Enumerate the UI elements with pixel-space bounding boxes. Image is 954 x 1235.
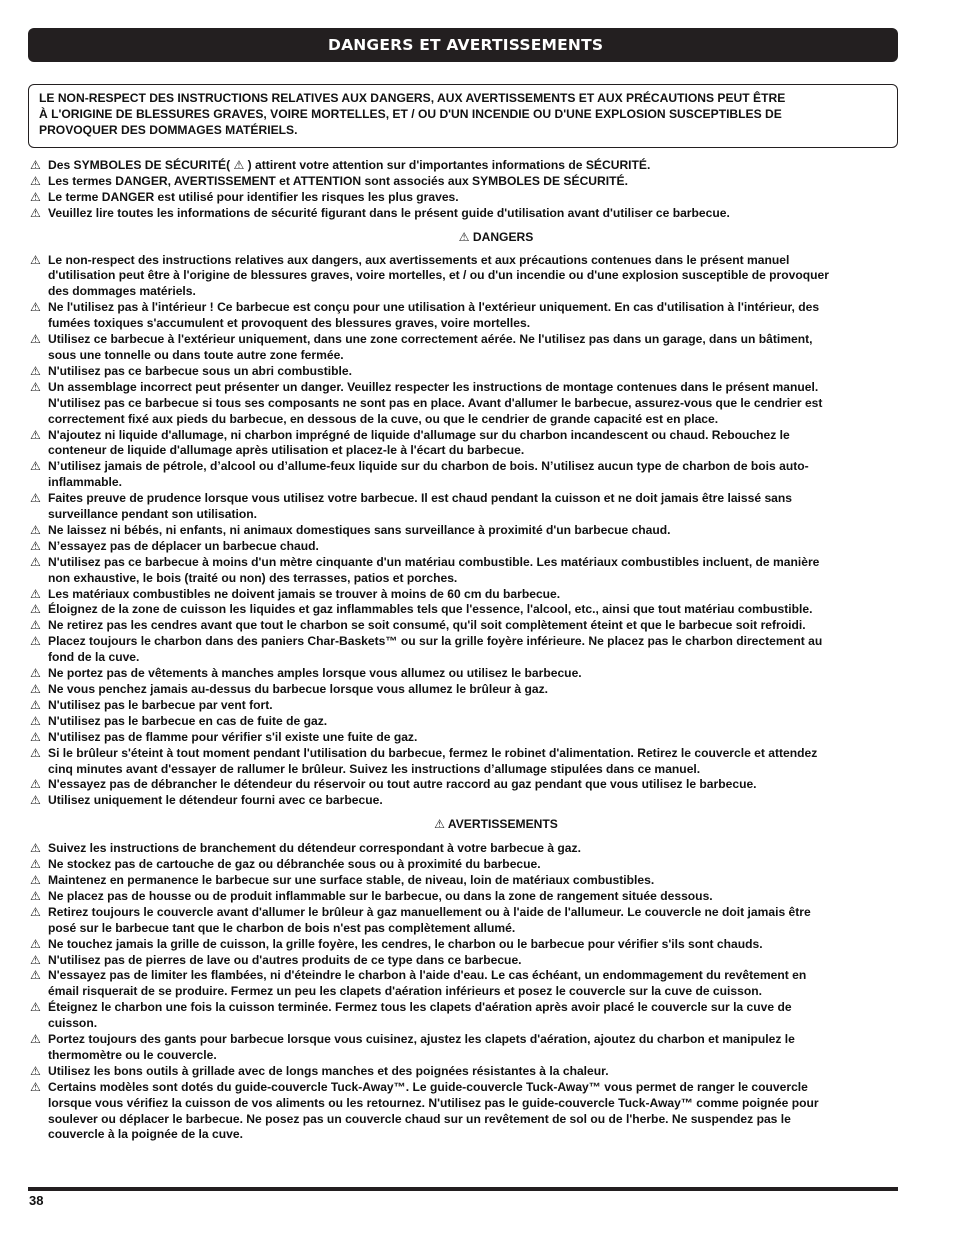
warning-triangle-icon: ⚠ bbox=[30, 841, 41, 856]
list-item-line: N'essayez pas de limiter les flambées, ni d'éteindre le charbon à l'aide d'eau. Le cas échéant, un endommagement du revêtement en bbox=[48, 968, 807, 983]
list-item bbox=[30, 682, 902, 698]
list-item-line: Veuillez lire toutes les informations de sécurité figurant dans le présent guide d'utilisation avant d'utiliser ce barbecue. bbox=[48, 205, 730, 220]
list-item-line: Certains modèles sont dotés du guide-couvercle Tuck-Away™. Le guide-couvercle Tuck-Away™ vous permet de ranger le couvercle bbox=[48, 1079, 808, 1094]
list-item bbox=[30, 158, 902, 174]
warning-triangle-icon: ⚠ bbox=[30, 1079, 41, 1094]
warning-triangle-icon: ⚠ bbox=[30, 904, 41, 919]
warning-triangle-icon: ⚠ bbox=[30, 522, 41, 537]
list-item-line: posé sur le barbecue tant que le charbon de bois n'est pas complètement allumé. bbox=[48, 920, 516, 935]
warning-triangle-icon: ⚠ bbox=[30, 379, 41, 394]
warning-triangle-icon: ⚠ bbox=[30, 936, 41, 951]
list-item-line: N'essayez pas de débrancher le détendeur du réservoir ou tout autre raccord au gaz pendant que vous utilisez le barbecue. bbox=[48, 777, 757, 792]
warning-triangle-icon: ⚠ bbox=[30, 427, 41, 442]
list-item bbox=[30, 206, 902, 222]
list-item bbox=[30, 364, 902, 380]
list-item bbox=[30, 873, 902, 889]
dangers-heading: ⚠ DANGERS bbox=[458, 229, 534, 244]
list-item-text bbox=[48, 158, 902, 174]
list-item-text bbox=[48, 190, 902, 206]
list-item bbox=[30, 300, 902, 332]
list-item bbox=[30, 793, 902, 809]
list-item-line: Les matériaux combustibles ne doivent jamais se trouver à moins de 60 cm du barbecue. bbox=[48, 586, 561, 601]
list-item bbox=[30, 428, 902, 460]
list-item bbox=[30, 253, 902, 301]
warning-triangle-icon: ⚠ bbox=[30, 634, 41, 649]
list-item-line: Le non-respect des instructions relatives aux dangers, aux avertissements et aux précautions contenues dans le présent manuel bbox=[48, 252, 790, 267]
list-item-line: Utilisez les bons outils à grillade avec de longs manches et des poignées résistantes à la chaleur. bbox=[48, 1063, 609, 1078]
list-item-text bbox=[48, 459, 902, 491]
list-item-line: Des SYMBOLES DE SÉCURITÉ( ⚠ ) attirent votre attention sur d'importantes informations de SÉCURITÉ. bbox=[48, 158, 651, 172]
list-item bbox=[30, 555, 902, 587]
list-item-text bbox=[48, 953, 902, 969]
list-item-text bbox=[48, 253, 902, 301]
warning-triangle-icon: ⚠ bbox=[30, 491, 41, 506]
list-item-line: correctement fixé aux pieds du barbecue, en dessous de la cuve, ou que le cendrier de grande capacité est en place. bbox=[48, 411, 719, 426]
list-item-text bbox=[48, 746, 902, 778]
list-item bbox=[30, 1080, 902, 1144]
list-item-line: Ne l'utilisez pas à l'intérieur ! Ce barbecue est conçu pour une utilisation à l'extérieur uniquement. En cas d'utilisation à l'intérieur, des bbox=[48, 300, 820, 315]
list-item-line: Ne touchez jamais la grille de cuisson, la grille foyère, les cendres, le charbon ou le barbecue pour vérifier s'ils sont chauds. bbox=[48, 936, 763, 951]
warning-triangle-icon: ⚠ bbox=[30, 252, 41, 267]
list-item bbox=[30, 841, 902, 857]
list-item-line: N'utilisez pas ce barbecue sous un abri combustible. bbox=[48, 363, 352, 378]
list-item bbox=[30, 730, 902, 746]
list-item bbox=[30, 953, 902, 969]
list-item-line: couvercle à la poignée de la cuve. bbox=[48, 1127, 243, 1142]
list-item-line: d'utilisation peut être à l'origine de blessures graves, voire mortelles, et / ou d'un incendie ou d'une explosion susceptible de provoquer bbox=[48, 268, 829, 283]
page-number: 38 bbox=[29, 1193, 44, 1208]
warning-triangle-icon: ⚠ bbox=[30, 857, 41, 872]
list-item-text bbox=[48, 523, 902, 539]
list-item-text bbox=[48, 968, 902, 1000]
list-item-line: Si le brûleur s'éteint à tout moment pendant l'utilisation du barbecue, fermez le robinet d'alimentation. Retirez le couvercle et attendez bbox=[48, 745, 818, 760]
warning-triangle-icon: ⚠ bbox=[30, 363, 41, 378]
list-item bbox=[30, 634, 902, 666]
list-item bbox=[30, 380, 902, 428]
warning-triangle-icon: ⚠ bbox=[30, 697, 41, 712]
list-item-text bbox=[48, 380, 902, 428]
warning-triangle-icon: ⚠ bbox=[30, 618, 41, 633]
list-item-text bbox=[48, 428, 902, 460]
list-item-text bbox=[48, 777, 902, 793]
list-item-text bbox=[48, 857, 902, 873]
list-item-text bbox=[48, 698, 902, 714]
list-item-text bbox=[48, 1080, 902, 1144]
list-item-line: Maintenez en permanence le barbecue sur une surface stable, de niveau, loin de matériaux combustibles. bbox=[48, 872, 655, 887]
warning-triangle-icon: ⚠ bbox=[30, 300, 41, 315]
list-item-line: Utilisez uniquement le détendeur fourni avec ce barbecue. bbox=[48, 793, 383, 808]
list-item-text bbox=[48, 714, 902, 730]
warning-box-line: À L'ORIGINE DE BLESSURES GRAVES, VOIRE MORTELLES, ET / OU D'UN INCENDIE OU D'UNE EXPLOSION SUSCEPTIBLES DE bbox=[39, 107, 782, 122]
footer-rule bbox=[28, 1187, 898, 1191]
list-item-line: fumées toxiques s'accumulent et provoquent des blessures graves, voire mortelles. bbox=[48, 316, 531, 331]
list-item bbox=[30, 746, 902, 778]
page-title: DANGERS ET AVERTISSEMENTS bbox=[328, 36, 604, 54]
list-item bbox=[30, 698, 902, 714]
list-item-line: Ne retirez pas les cendres avant que tout le charbon se soit consumé, qu'il soit complètement éteint et que le barbecue soit refroidi. bbox=[48, 618, 806, 633]
warning-triangle-icon: ⚠ bbox=[30, 666, 41, 681]
warning-triangle-icon: ⚠ bbox=[30, 205, 41, 220]
list-item-text bbox=[48, 873, 902, 889]
warning-box-line: LE NON-RESPECT DES INSTRUCTIONS RELATIVES AUX DANGERS, AUX AVERTISSEMENTS ET AUX PRÉCAUTIONS PEUT ÊTRE bbox=[39, 91, 786, 105]
list-item-line: fond de la cuve. bbox=[48, 650, 140, 665]
list-item bbox=[30, 905, 902, 937]
warning-triangle-icon: ⚠ bbox=[30, 189, 41, 204]
warning-triangle-icon: ⚠ bbox=[30, 554, 41, 569]
list-item bbox=[30, 523, 902, 539]
list-item-line: Ne placez pas de housse ou de produit inflammable sur le barbecue, ou dans la zone de rangement située dessous. bbox=[48, 888, 713, 903]
list-item-text bbox=[48, 730, 902, 746]
list-item-line: Ne laissez ni bébés, ni enfants, ni animaux domestiques sans surveillance à proximité d'un barbecue chaud. bbox=[48, 522, 671, 537]
section-header-bar bbox=[28, 28, 898, 62]
list-item-line: Le terme DANGER est utilisé pour identifier les risques les plus graves. bbox=[48, 189, 459, 204]
list-item-text bbox=[48, 841, 902, 857]
list-item bbox=[30, 968, 902, 1000]
warning-triangle-icon: ⚠ bbox=[30, 173, 41, 188]
warning-triangle-icon: ⚠ bbox=[30, 1032, 41, 1047]
warning-box bbox=[28, 84, 898, 148]
list-item bbox=[30, 190, 902, 206]
list-item-text bbox=[48, 666, 902, 682]
list-item-line: Les termes DANGER, AVERTISSEMENT et ATTENTION sont associés aux SYMBOLES DE SÉCURITÉ. bbox=[48, 173, 628, 188]
list-item-text bbox=[48, 618, 902, 634]
list-item-line: Suivez les instructions de branchement du détendeur correspondant à votre barbecue à gaz. bbox=[48, 841, 581, 856]
list-item-line: émail risquerait de se produire. Fermez un peu les clapets d'aération inférieurs et posez le couvercle sur la cuve de cuisson. bbox=[48, 984, 762, 999]
list-item-text bbox=[48, 634, 902, 666]
list-item-line: cuisson. bbox=[48, 1016, 98, 1031]
intro-list bbox=[30, 158, 902, 222]
list-item-line: soulever ou déplacer le barbecue. Ne posez pas un couvercle chaud sur un revêtement de sol ou de l'herbe. Ne suspendez pas le bbox=[48, 1111, 791, 1126]
list-item-line: cinq minutes avant d'essayer de rallumer le brûleur. Suivez les instructions d’allumage stipulées dans ce manuel. bbox=[48, 761, 701, 776]
list-item-line: N'ajoutez ni liquide d'allumage, ni charbon imprégné de liquide d'allumage sur du charbon incandescent ou chaud. Rebouchez le bbox=[48, 427, 790, 442]
warning-triangle-icon: ⚠ bbox=[30, 968, 41, 983]
list-item bbox=[30, 491, 902, 523]
list-item-text bbox=[48, 905, 902, 937]
list-item bbox=[30, 1032, 902, 1064]
warning-triangle-icon: ⚠ bbox=[30, 713, 41, 728]
list-item-text bbox=[48, 937, 902, 953]
list-item-line: Ne stockez pas de cartouche de gaz ou débranchée sous ou à proximité du barbecue. bbox=[48, 857, 541, 872]
list-item bbox=[30, 666, 902, 682]
list-item bbox=[30, 857, 902, 873]
list-item-text bbox=[48, 491, 902, 523]
list-item bbox=[30, 459, 902, 491]
list-item-text bbox=[48, 682, 902, 698]
list-item-line: N’utilisez jamais de pétrole, d’alcool ou d’allume-feux liquide sur du charbon de bois. N’utilisez aucun type de charbon de bois auto- bbox=[48, 459, 809, 474]
list-item-line: Utilisez ce barbecue à l'extérieur uniquement, dans une zone correctement aérée. Ne l'utilisez pas dans un garage, dans un bâtiment, bbox=[48, 332, 813, 347]
warning-triangle-icon: ⚠ bbox=[30, 729, 41, 744]
list-item bbox=[30, 937, 902, 953]
list-item-text bbox=[48, 174, 902, 190]
list-item-text bbox=[48, 1000, 902, 1032]
list-item-text bbox=[48, 1064, 902, 1080]
list-item-line: sous une tonnelle ou dans toute autre zone fermée. bbox=[48, 347, 344, 362]
list-item-text bbox=[48, 332, 902, 364]
list-item-line: N'utilisez pas le barbecue en cas de fuite de gaz. bbox=[48, 713, 328, 728]
list-item-text bbox=[48, 602, 902, 618]
list-item-line: Faites preuve de prudence lorsque vous utilisez votre barbecue. Il est chaud pendant la cuisson et ne doit jamais être laissé sans bbox=[48, 491, 793, 506]
list-item-line: Placez toujours le charbon dans des paniers Char-Baskets™ ou sur la grille foyère inférieure. Ne placez pas le charbon directement au bbox=[48, 634, 823, 649]
safety-content bbox=[30, 158, 902, 1143]
list-item bbox=[30, 602, 902, 618]
list-item bbox=[30, 618, 902, 634]
list-item-line: surveillance pendant son utilisation. bbox=[48, 507, 257, 522]
warning-triangle-icon: ⚠ bbox=[30, 888, 41, 903]
warning-triangle-icon: ⚠ bbox=[30, 332, 41, 347]
list-item-line: Éteignez le charbon une fois la cuisson terminée. Fermez tous les clapets d'aération après avoir placé le couvercle sur la cuve de bbox=[48, 1000, 792, 1015]
warning-triangle-icon: ⚠ bbox=[30, 158, 41, 172]
warning-triangle-icon: ⚠ bbox=[30, 1063, 41, 1078]
list-item-line: Un assemblage incorrect peut présenter un danger. Veuillez respecter les instructions de montage contenues dans le présent manuel. bbox=[48, 379, 819, 394]
list-item-line: N'utilisez pas le barbecue par vent fort. bbox=[48, 697, 273, 712]
list-item bbox=[30, 174, 902, 190]
warning-triangle-icon: ⚠ bbox=[30, 682, 41, 696]
list-item-line: conteneur de liquide d'allumage après utilisation et placez-le à l'écart du barbecue. bbox=[48, 443, 525, 458]
list-item-line: thermomètre ou le couvercle. bbox=[48, 1047, 217, 1062]
list-item-text bbox=[48, 587, 902, 603]
list-item bbox=[30, 332, 902, 364]
list-item-line: N'utilisez pas de pierres de lave ou d'autres produits de ce type dans ce barbecue. bbox=[48, 952, 522, 967]
list-item-text bbox=[48, 300, 902, 332]
list-item-text bbox=[48, 364, 902, 380]
list-item-text bbox=[48, 1032, 902, 1064]
warning-triangle-icon: ⚠ bbox=[30, 872, 41, 887]
list-item-line: Retirez toujours le couvercle avant d'allumer le brûleur à gaz manuellement ou à l'aide de l'allumeur. Le couvercle ne doit jamais être bbox=[48, 904, 811, 919]
warning-box-line: PROVOQUER DES DOMMAGES MATÉRIELS. bbox=[39, 123, 298, 138]
list-item-text bbox=[48, 539, 902, 555]
list-item-line: N'utilisez pas ce barbecue si tous ses composants ne sont pas en place. Avant d'allumer le barbecue, assurez-vous que le cendrier est bbox=[48, 395, 823, 410]
list-item bbox=[30, 539, 902, 555]
warning-triangle-icon: ⚠ bbox=[30, 952, 41, 967]
list-item bbox=[30, 714, 902, 730]
list-item-line: N'utilisez pas ce barbecue à moins d'un mètre cinquante d'un matériau combustible. Les matériaux combustibles incluent, de manière bbox=[48, 554, 820, 569]
list-item-line: Ne portez pas de vêtements à manches amples lorsque vous allumez ou utilisez le barbecue. bbox=[48, 666, 582, 681]
list-item-line: non exhaustive, le bois (traité ou non) des terrasses, patios et porches. bbox=[48, 570, 458, 585]
list-item bbox=[30, 1000, 902, 1032]
list-item-line: N'utilisez pas de flamme pour vérifier s'il existe une fuite de gaz. bbox=[48, 729, 418, 744]
list-item bbox=[30, 777, 902, 793]
warning-triangle-icon: ⚠ bbox=[30, 459, 41, 474]
list-item bbox=[30, 889, 902, 905]
warning-triangle-icon: ⚠ bbox=[30, 586, 41, 601]
list-item-line: des dommages matériels. bbox=[48, 284, 196, 299]
list-item-line: Ne vous penchez jamais au-dessus du barbecue lorsque vous allumez le brûleur à gaz. bbox=[48, 682, 549, 696]
warning-triangle-icon: ⚠ bbox=[30, 793, 41, 808]
warning-triangle-icon: ⚠ bbox=[30, 1000, 41, 1015]
avertissements-heading: ⚠ AVERTISSEMENTS bbox=[434, 817, 558, 832]
warning-triangle-icon: ⚠ bbox=[30, 538, 41, 553]
list-item-line: inflammable. bbox=[48, 475, 122, 490]
list-item-line: lorsque vous vérifiez la cuisson de vos aliments ou les retournez. N'utilisez pas le guide-couvercle Tuck-Away™ comme poignée pour bbox=[48, 1095, 819, 1110]
list-item-line: N’essayez pas de déplacer un barbecue chaud. bbox=[48, 538, 319, 553]
list-item-line: Portez toujours des gants pour barbecue lorsque vous cuisinez, ajustez les clapets d'aération, ajoutez du charbon et manipulez le bbox=[48, 1032, 795, 1047]
list-item-text bbox=[48, 206, 902, 222]
list-item bbox=[30, 587, 902, 603]
list-item-text bbox=[48, 889, 902, 905]
avertissements-list bbox=[30, 841, 902, 1143]
warning-triangle-icon: ⚠ bbox=[30, 602, 41, 617]
dangers-list bbox=[30, 253, 902, 810]
warning-triangle-icon: ⚠ bbox=[30, 745, 41, 760]
list-item-text bbox=[48, 793, 902, 809]
list-item bbox=[30, 1064, 902, 1080]
list-item-text bbox=[48, 555, 902, 587]
warning-triangle-icon: ⚠ bbox=[30, 777, 41, 792]
list-item-line: Éloignez de la zone de cuisson les liquides et gaz inflammables tels que l'essence, l'alcool, etc., ainsi que tout matériau combustible. bbox=[48, 602, 813, 617]
